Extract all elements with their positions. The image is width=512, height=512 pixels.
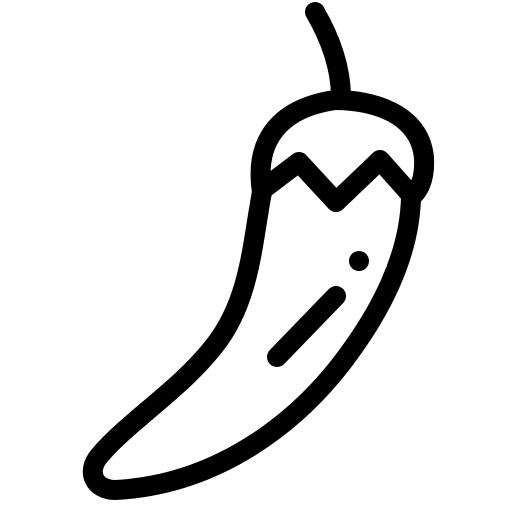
pepper-highlight-line — [277, 296, 336, 357]
pepper-highlight-dot — [349, 251, 369, 271]
pepper-stem — [315, 12, 341, 95]
pepper-body — [93, 192, 411, 490]
pepper-calyx-zigzag — [262, 160, 412, 202]
